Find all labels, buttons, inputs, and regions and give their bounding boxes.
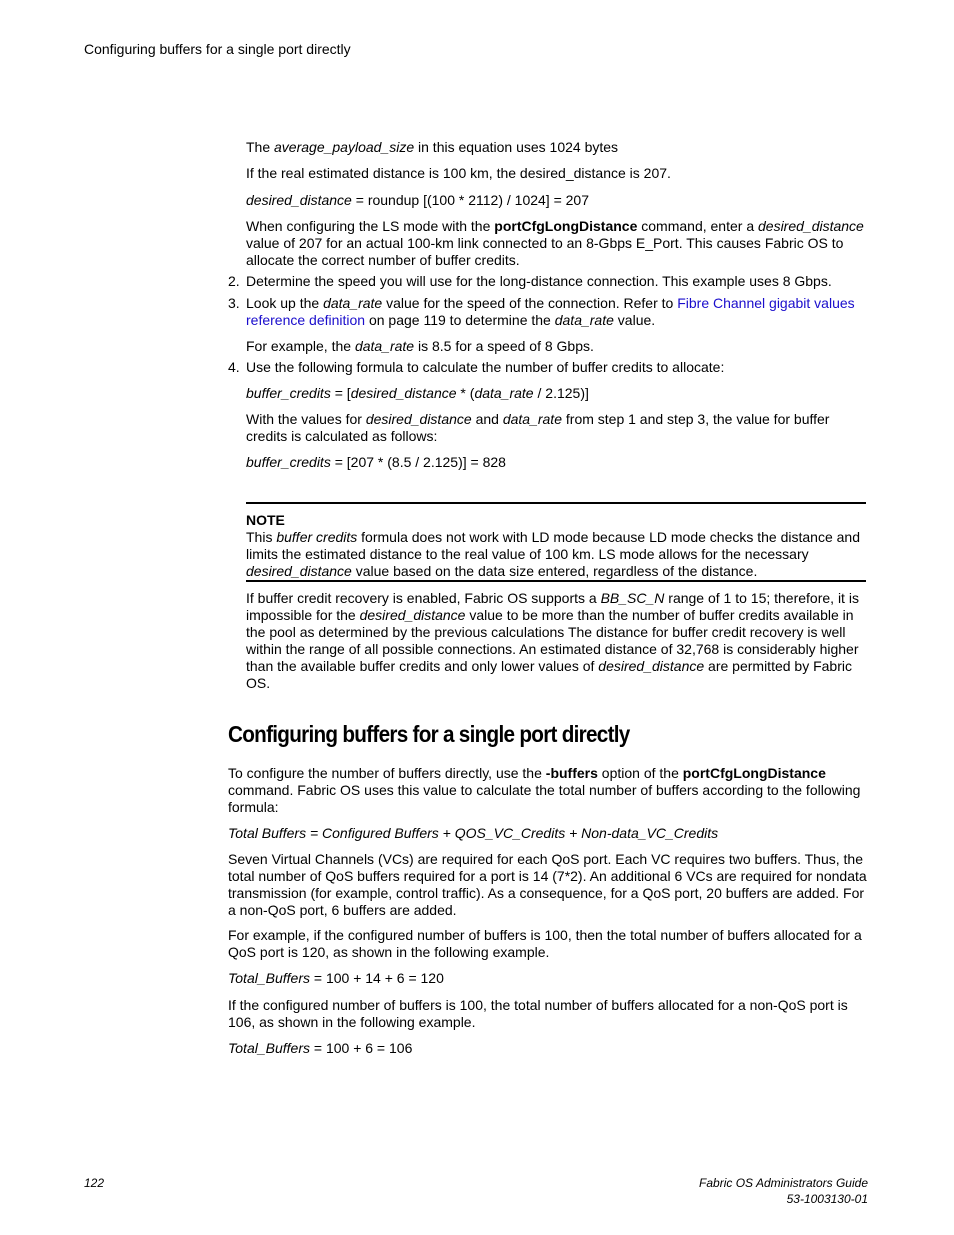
- step-number: 2.: [228, 273, 240, 289]
- note-top-rule: [246, 502, 866, 504]
- section-heading: Configuring buffers for a single port directly: [228, 721, 630, 747]
- fibre-channel-reference-link[interactable]: Fibre Channel gigabit values reference definition: [246, 295, 855, 328]
- real-distance-paragraph: If the real estimated distance is 100 km, the desired_distance is 207.: [246, 165, 671, 181]
- ls-mode-paragraph: When configuring the LS mode with the portCfgLongDistance command, enter a desired_distance value of 207 for an actual 100-km link connected to an 8-Gbps E_Port. This causes Fabric OS to allocate the correct number of buffer credits.: [246, 218, 864, 268]
- step-4-text: Use the following formula to calculate the number of buffer credits to allocate:: [246, 359, 725, 375]
- desired-distance-formula: desired_distance = roundup [(100 * 2112) / 1024] = 207: [246, 192, 590, 208]
- step-3-text: Look up the data_rate value for the speed of the connection. Refer to Fibre Channel gigabit values reference definition on page 119 to determine the data_rate value.: [246, 295, 855, 328]
- step-number: 4.: [228, 359, 240, 375]
- document-id: 53-1003130-01: [786, 1192, 868, 1206]
- total-buffers-formula: Total Buffers = Configured Buffers + QOS_VC_Credits + Non-data_VC_Credits: [228, 825, 719, 841]
- qos-example-paragraph: For example, if the configured number of buffers is 100, then the total number of buffers allocated for a QoS port is 120, as shown in the following example.: [228, 927, 862, 960]
- step-2-text: Determine the speed you will use for the long-distance connection. This example uses 8 Gbps.: [246, 273, 832, 289]
- with-values-paragraph: With the values for desired_distance and data_rate from step 1 and step 3, the value for buffer credits is calculated as follows:: [246, 411, 830, 444]
- running-header: Configuring buffers for a single port directly: [84, 41, 351, 57]
- buffers-intro-paragraph: To configure the number of buffers directly, use the -buffers option of the portCfgLongDistance command. Fabric OS uses this value to calculate the total number of buffers according to the following formula:: [228, 765, 861, 815]
- virtual-channels-paragraph: Seven Virtual Channels (VCs) are required for each QoS port. Each VC requires two buffers. Thus, the total number of QoS buffers required for a port is 14 (7*2). An additional 6 VCs are required for nondata transmission (for example, control traffic). As a consequence, for a QoS port, 20 buffers are added. For a non-QoS port, 6 buffers are added.: [228, 851, 867, 918]
- payload-size-paragraph: The average_payload_size in this equation uses 1024 bytes: [246, 139, 619, 155]
- step-number: 3.: [228, 295, 240, 311]
- non-qos-total-formula: Total_Buffers = 100 + 6 = 106: [228, 1040, 413, 1056]
- guide-title: Fabric OS Administrators Guide: [699, 1176, 868, 1190]
- note-body: This buffer credits formula does not work with LD mode because LD mode checks the distance and limits the estimated distance to the real value of 100 km. LS mode allows for the necessary desired_distance value based on the data size entered, regardless of the distance.: [246, 529, 860, 579]
- data-rate-example: For example, the data_rate is 8.5 for a speed of 8 Gbps.: [246, 338, 594, 354]
- buffer-credits-result: buffer_credits = [207 * (8.5 / 2.125)] = 828: [246, 454, 506, 470]
- qos-total-formula: Total_Buffers = 100 + 14 + 6 = 120: [228, 970, 444, 986]
- recovery-paragraph: If buffer credit recovery is enabled, Fabric OS supports a BB_SC_N range of 1 to 15; therefore, it is impossible for the desired_distance value to be more than the number of buffer credits available in the pool as determined by the previous calculations The distance for buffer credit recovery is well within the range of all possible connections. An estimated distance of 32,768 is considerably higher than the available buffer credits and only lower values of desired_distance are permitted by Fabric OS.: [246, 590, 859, 691]
- footer-guide-info: [699, 1175, 868, 1207]
- note-label: NOTE: [246, 512, 285, 528]
- buffer-credits-formula: buffer_credits = [desired_distance * (data_rate / 2.125)]: [246, 385, 589, 401]
- note-bottom-rule: [246, 580, 866, 582]
- page-number: 122: [84, 1176, 105, 1190]
- non-qos-example-paragraph: If the configured number of buffers is 100, the total number of buffers allocated for a non-QoS port is 106, as shown in the following example.: [228, 997, 848, 1030]
